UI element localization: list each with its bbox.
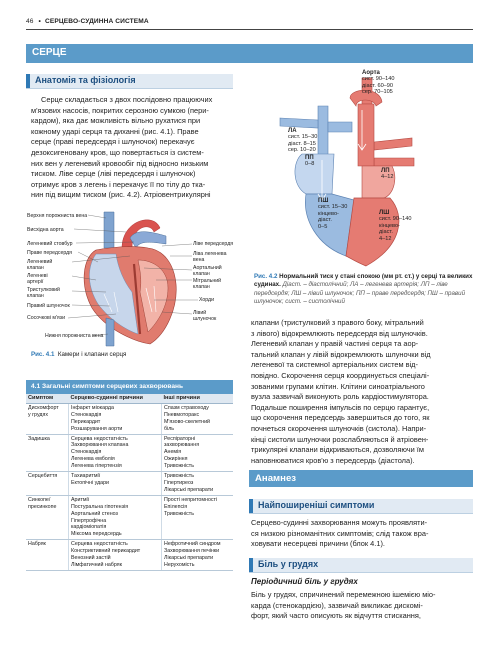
la-pressure-label: ЛА сист. 15–30 діаст. 8–15 сер. 10–20 xyxy=(288,128,318,154)
aorta-pressure-label: Аорта сист. 90–140 діаст. 60–90 сер. 70–105 xyxy=(362,70,395,96)
label-aortic-valve: Аортальний клапан xyxy=(193,265,222,277)
psh-pressure-label: ПШ сист. 15–30 кінцево- діаст. 0–5 xyxy=(318,198,348,230)
anatomy-line: тиском. Ліве серце (ліві передсердя і шлуночок) xyxy=(31,169,196,179)
anatomy-line: них вен у легеневий кровообіг під відносно низьким xyxy=(31,158,209,168)
valves-line: що скорочення передсердь завершиться до того, як xyxy=(251,413,430,423)
label-papillary-muscles: Сосочкові м'язи xyxy=(27,315,65,321)
anamnesis-bar xyxy=(249,470,473,487)
anamnesis-title: Анамнез xyxy=(255,473,297,484)
valves-line: вузла зазвичай виконують роль кардіостимулятора. xyxy=(251,392,429,402)
label-pulmonary-valve: Легеневий клапан xyxy=(27,259,53,271)
header-bullet: • xyxy=(38,18,41,25)
table-header-other: Інші причини xyxy=(162,394,234,403)
table-header-symptom: Симптом xyxy=(26,394,69,403)
section-title: СЕРЦЕ xyxy=(32,47,67,58)
valves-line: клапани (тристулковий з правого боку, мітральний xyxy=(251,318,424,327)
anatomy-line: Серце складається з двох послідовно працюючих xyxy=(41,95,213,104)
table-title: 4.1 Загальні симптоми серцевих захворювань xyxy=(31,383,184,390)
valves-line: наповнюватися кров'ю з передсердь (діастола). xyxy=(251,455,415,465)
valves-line: з лівого) відокремлюють передсердя від шлуночків. xyxy=(251,328,428,338)
symptoms-table xyxy=(26,394,233,571)
figure1-caption xyxy=(31,351,231,359)
valves-line: повідно. Скорочення серця координується спеціалі- xyxy=(251,370,430,380)
label-left-atrium: Ліве передсердя xyxy=(193,241,234,247)
figure1-caption-text: Камери і клапани серця xyxy=(57,351,127,358)
chest-pain-bar xyxy=(249,558,473,573)
anamnesis-paragraph xyxy=(251,518,473,550)
anatomy-line: серце (праві передсердя і шлуночок) перекачує xyxy=(31,137,195,147)
label-pulmonary-arteries: Легеневі артерії xyxy=(27,273,48,285)
figure2-caption-italic: Діаст. – діастолічний; ЛА – легенева артерія; ЛП – ліве передсердя; ЛШ – лівий шлуночок; ПП – праве передсердя; ПШ – правий шлуночок; сист. – систолічний xyxy=(254,281,466,306)
anamnesis-line: Серцево-судинні захворювання можуть проявляти- xyxy=(251,518,428,527)
label-left-ventricle: Лівий шлуночок xyxy=(193,310,217,322)
table-row: Дискомфорт у грудях Інфаркт міокарда Стенокардія Перикардит Розшарування аорти Спазм стравоходу Пневмоторакс М'язово-скелетний біль xyxy=(26,403,233,434)
table-row: Набряк Серцева недостатність Констриктивний перикардит Венозний застій Лімфатичний набряк Нефротичний синдром Захворювання печінки Лікарські препарати Нерухомість xyxy=(26,540,233,571)
header-rule xyxy=(26,29,473,30)
label-pulmonary-trunk: Легеневий стовбур xyxy=(27,241,73,247)
running-header xyxy=(26,18,149,25)
label-tricuspid-valve: Тристулковий клапан xyxy=(27,287,60,299)
heart-pressure-diagram xyxy=(262,70,474,270)
table-header-row xyxy=(26,394,233,403)
label-chordae: Хорди xyxy=(199,297,214,303)
common-symptoms-bar xyxy=(249,499,473,514)
common-symptoms-title: Найпоширеніші симптоми xyxy=(258,500,375,510)
figure2-caption xyxy=(254,273,473,307)
anatomy-paragraph xyxy=(31,95,233,201)
figure2-caption-bold: Нормальний тиск у стані спокою (мм рт. ст.) у серці та великих судинах. xyxy=(254,273,473,289)
valves-paragraph xyxy=(251,318,473,466)
valves-line: трикулярні клапани відкриваються, дозволяючи їм xyxy=(251,445,424,455)
anatomy-line: нин під вищим тиском (рис. 4.2). Атріовентрикулярні xyxy=(31,190,211,200)
valves-line: почнеться скорочення шлуночків (систола). Напри- xyxy=(251,423,427,433)
anatomy-title: Анатомія та фізіологія xyxy=(35,75,136,85)
figure1-caption-number: Рис. 4.1 xyxy=(31,351,55,358)
label-superior-vena-cava: Верхня порожниста вена xyxy=(27,213,88,219)
page-number: 46 xyxy=(26,18,34,25)
chest-pain-paragraph xyxy=(251,590,473,622)
section-bar xyxy=(26,44,473,63)
anamnesis-line: ся низкою різноманітних симптомів; слід також вра- xyxy=(251,528,429,538)
valves-line: Подальше поширення імпульсів по серцю гарантує, xyxy=(251,402,430,412)
label-right-ventricle: Правий шлуночок xyxy=(27,303,70,309)
chapter-title: СЕРЦЕВО-СУДИННА СИСТЕМА xyxy=(44,18,149,25)
table-row: Задишка Серцева недостатність Захворювання клапана Стенокардія Легенева емболія Легенева гіпертензія Респіраторні захворювання Анемія Ожиріння Тривожність xyxy=(26,434,233,472)
label-ascending-aorta: Висхідна аорта xyxy=(27,227,64,233)
figure2-caption-number: Рис. 4.2 xyxy=(254,273,278,280)
table-row: Синкопе/ пресинкопе Аритмії Постуральна гіпотензія Аортальний стеноз Гіпертрофічна кардіоміопатія Міксома передсердь Прості непритомності Епілепсія Тривожність xyxy=(26,495,233,539)
lp-pressure-label: ЛП 4–12 xyxy=(381,168,394,181)
valves-line: тальний клапан у лівій відокремлюють шлуночки від xyxy=(251,349,431,359)
chest-pain-line: карда (стенокардією), зазвичай викликає дискомі- xyxy=(251,600,423,610)
intermittent-chest-pain-title: Періодичний біль у грудях xyxy=(251,577,358,586)
valves-line: Легеневий клапан у правій частині серця та аор- xyxy=(251,339,419,349)
anatomy-line: отримує кров з легень і перекачує її по тілу до тка- xyxy=(31,179,206,189)
label-left-pulmonary-vein: Ліва легенева вена xyxy=(193,251,227,263)
chest-pain-line: форт, який часто описують як відчуття стискання, xyxy=(251,611,421,621)
anatomy-line: дезоксигеновану кров, що повертається із систем- xyxy=(31,147,204,157)
table-header-cardio: Серцево-судинні причини xyxy=(69,394,162,403)
label-right-atrium: Праве передсердя xyxy=(27,250,72,256)
lsh-pressure-label: ЛШ сист. 90–140 кінцево- діаст. 4–12 xyxy=(379,210,412,242)
valves-line: легеневої та системної артеріальних систем від- xyxy=(251,360,418,370)
table-row: Серцебиття Тахиаритмії Ектопічні удари Тривожність Гіпертиреоз Лікарські препарати xyxy=(26,472,233,496)
anamnesis-line: ховувати несерцеві причини (блок 4.1). xyxy=(251,539,385,549)
chest-pain-line: Біль у грудях, спричинений перемежною ішемією міо- xyxy=(251,590,436,599)
valves-line: кінці систоли шлуночки розслабляються й атріовен- xyxy=(251,434,429,444)
table-title-bar xyxy=(26,380,233,394)
label-mitral-valve: Мітральний клапан xyxy=(193,278,222,290)
chest-pain-title: Біль у грудях xyxy=(258,559,319,569)
anatomy-subsection-bar xyxy=(26,74,233,89)
anatomy-line: кардом), яка дає можливість вільно рухатися при xyxy=(31,116,201,126)
pp-pressure-label: ПП 0–8 xyxy=(305,155,315,168)
anatomy-line: м'язових насосів, покритих серозною сумкою (пери- xyxy=(31,105,209,115)
label-inferior-vena-cava: Нижня порожниста вена xyxy=(45,333,104,339)
valves-line: зованими групами клітин. Клітини синоатріального xyxy=(251,381,425,391)
anatomy-line: кожному ударі серця та диханні (рис. 4.1). Праве xyxy=(31,126,199,136)
